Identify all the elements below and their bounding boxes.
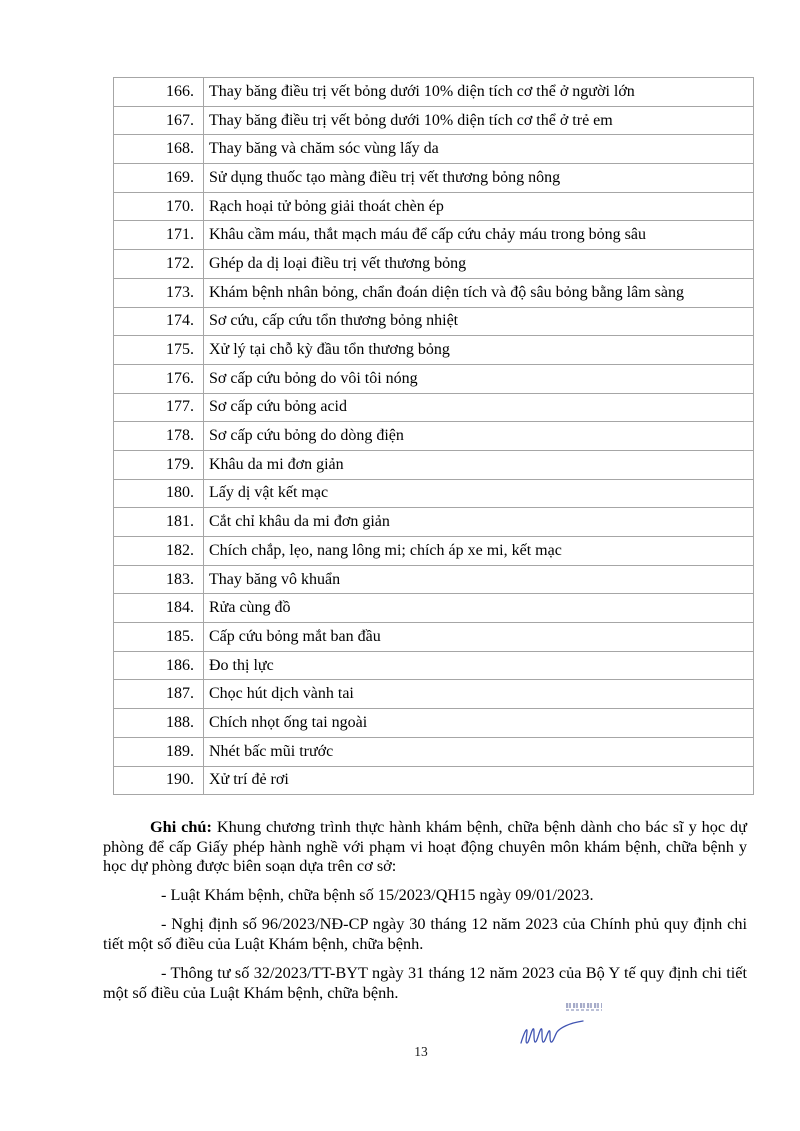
table-row bbox=[114, 422, 754, 451]
table-row bbox=[114, 709, 754, 738]
micro-annotation-mark bbox=[566, 1003, 602, 1013]
table-row bbox=[114, 565, 754, 594]
row-number: 181. bbox=[114, 508, 204, 537]
row-procedure-name: Sơ cấp cứu bỏng do dòng điện bbox=[204, 422, 754, 451]
row-procedure-name: Chích chắp, lẹo, nang lông mi; chích áp xe mi, kết mạc bbox=[204, 537, 754, 566]
row-number: 174. bbox=[114, 307, 204, 336]
row-number: 188. bbox=[114, 709, 204, 738]
row-procedure-name: Sơ cứu, cấp cứu tổn thương bỏng nhiệt bbox=[204, 307, 754, 336]
row-number: 166. bbox=[114, 78, 204, 107]
row-number: 189. bbox=[114, 737, 204, 766]
row-number: 171. bbox=[114, 221, 204, 250]
row-number: 176. bbox=[114, 364, 204, 393]
row-number: 185. bbox=[114, 623, 204, 652]
row-number: 175. bbox=[114, 336, 204, 365]
note-item: - Nghị định số 96/2023/NĐ-CP ngày 30 tháng 12 năm 2023 của Chính phủ quy định chi tiết một số điều của Luật Khám bệnh, chữa bệnh. bbox=[103, 914, 747, 953]
row-procedure-name: Đo thị lực bbox=[204, 651, 754, 680]
row-number: 186. bbox=[114, 651, 204, 680]
row-procedure-name: Lấy dị vật kết mạc bbox=[204, 479, 754, 508]
table-row bbox=[114, 278, 754, 307]
notes-intro-text: Khung chương trình thực hành khám bệnh, chữa bệnh dành cho bác sĩ y học dự phòng để cấp Giấy phép hành nghề với phạm vi hoạt động chuyên môn khám bệnh, chữa bệnh y học dự phòng được biên soạn dựa trên cơ sở: bbox=[103, 817, 747, 875]
table-row bbox=[114, 537, 754, 566]
table-row bbox=[114, 250, 754, 279]
row-number: 184. bbox=[114, 594, 204, 623]
table-row bbox=[114, 594, 754, 623]
notes-label: Ghi chú: bbox=[150, 817, 212, 836]
row-number: 183. bbox=[114, 565, 204, 594]
row-procedure-name: Sử dụng thuốc tạo màng điều trị vết thương bỏng nông bbox=[204, 164, 754, 193]
table-row bbox=[114, 651, 754, 680]
table-row bbox=[114, 479, 754, 508]
row-number: 190. bbox=[114, 766, 204, 795]
row-procedure-name: Chích nhọt ống tai ngoài bbox=[204, 709, 754, 738]
procedures-table bbox=[113, 77, 754, 795]
row-number: 180. bbox=[114, 479, 204, 508]
row-number: 167. bbox=[114, 106, 204, 135]
notes-section bbox=[103, 817, 747, 1012]
procedures-table-body bbox=[114, 78, 754, 795]
micro-annotation-line2 bbox=[566, 1009, 602, 1011]
table-row bbox=[114, 221, 754, 250]
row-procedure-name: Xử lý tại chỗ kỳ đầu tổn thương bỏng bbox=[204, 336, 754, 365]
row-procedure-name: Rửa cùng đồ bbox=[204, 594, 754, 623]
table-row bbox=[114, 164, 754, 193]
table-row bbox=[114, 336, 754, 365]
row-procedure-name: Chọc hút dịch vành tai bbox=[204, 680, 754, 709]
row-number: 169. bbox=[114, 164, 204, 193]
page-number: 13 bbox=[414, 1044, 428, 1059]
micro-annotation-line1 bbox=[566, 1003, 602, 1008]
row-procedure-name: Thay băng và chăm sóc vùng lấy da bbox=[204, 135, 754, 164]
handwritten-signature bbox=[517, 1013, 601, 1055]
row-number: 168. bbox=[114, 135, 204, 164]
table-row bbox=[114, 766, 754, 795]
table-row bbox=[114, 78, 754, 107]
table-row bbox=[114, 307, 754, 336]
table-row bbox=[114, 106, 754, 135]
table-row bbox=[114, 135, 754, 164]
note-item: - Luật Khám bệnh, chữa bệnh số 15/2023/QH15 ngày 09/01/2023. bbox=[161, 884, 594, 904]
row-procedure-name: Ghép da dị loại điều trị vết thương bỏng bbox=[204, 250, 754, 279]
row-procedure-name: Sơ cấp cứu bỏng do vôi tôi nóng bbox=[204, 364, 754, 393]
table-row bbox=[114, 393, 754, 422]
row-procedure-name: Thay băng điều trị vết bỏng dưới 10% diện tích cơ thể ở người lớn bbox=[204, 78, 754, 107]
row-number: 177. bbox=[114, 393, 204, 422]
notes-items bbox=[103, 885, 747, 1003]
row-procedure-name: Sơ cấp cứu bỏng acid bbox=[204, 393, 754, 422]
note-item: - Thông tư số 32/2023/TT-BYT ngày 31 tháng 12 năm 2023 của Bộ Y tế quy định chi tiết một số điều của Luật Khám bệnh, chữa bệnh. bbox=[103, 963, 747, 1002]
table-row bbox=[114, 364, 754, 393]
row-procedure-name: Rạch hoại tử bỏng giải thoát chèn ép bbox=[204, 192, 754, 221]
row-procedure-name: Khâu cầm máu, thắt mạch máu để cấp cứu chảy máu trong bỏng sâu bbox=[204, 221, 754, 250]
row-number: 173. bbox=[114, 278, 204, 307]
row-procedure-name: Cấp cứu bỏng mắt ban đầu bbox=[204, 623, 754, 652]
row-procedure-name: Khâu da mi đơn giản bbox=[204, 450, 754, 479]
table-row bbox=[114, 508, 754, 537]
table-row bbox=[114, 450, 754, 479]
row-procedure-name: Khám bệnh nhân bỏng, chẩn đoán diện tích và độ sâu bỏng bằng lâm sàng bbox=[204, 278, 754, 307]
table-row bbox=[114, 192, 754, 221]
row-procedure-name: Thay băng vô khuẩn bbox=[204, 565, 754, 594]
row-number: 187. bbox=[114, 680, 204, 709]
table-row bbox=[114, 680, 754, 709]
table-row bbox=[114, 737, 754, 766]
row-number: 172. bbox=[114, 250, 204, 279]
row-procedure-name: Nhét bấc mũi trước bbox=[204, 737, 754, 766]
signature-stroke bbox=[521, 1021, 583, 1043]
row-number: 178. bbox=[114, 422, 204, 451]
row-procedure-name: Thay băng điều trị vết bỏng dưới 10% diện tích cơ thể ở trẻ em bbox=[204, 106, 754, 135]
table-row bbox=[114, 623, 754, 652]
row-procedure-name: Xử trí đẻ rơi bbox=[204, 766, 754, 795]
row-number: 170. bbox=[114, 192, 204, 221]
row-procedure-name: Cắt chỉ khâu da mi đơn giản bbox=[204, 508, 754, 537]
notes-intro-paragraph bbox=[103, 817, 747, 876]
row-number: 182. bbox=[114, 537, 204, 566]
row-number: 179. bbox=[114, 450, 204, 479]
